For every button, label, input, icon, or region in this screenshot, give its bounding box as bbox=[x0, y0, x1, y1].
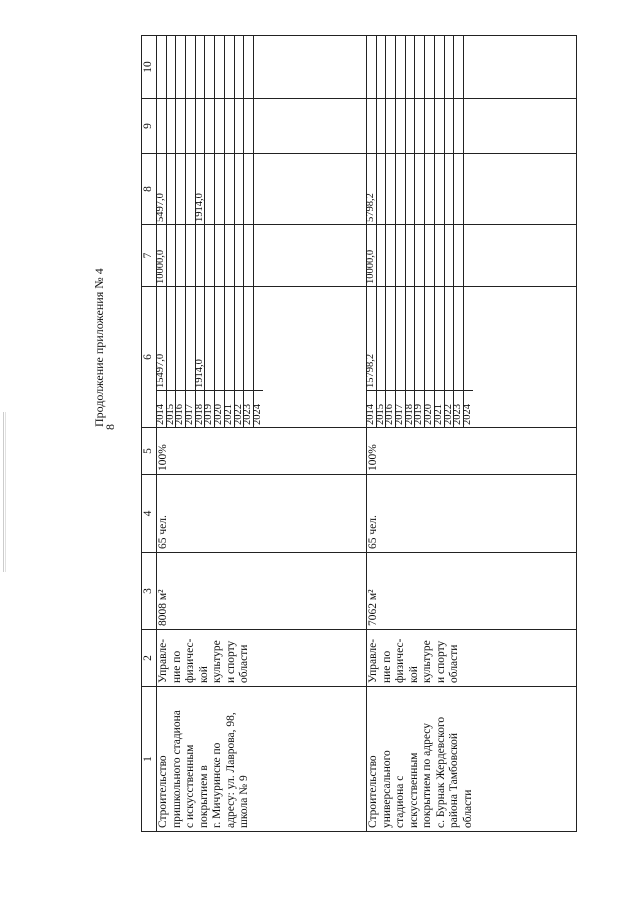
federal-values bbox=[157, 225, 367, 287]
value bbox=[235, 225, 245, 286]
value: 5497,0 bbox=[157, 154, 167, 224]
year: 2020 bbox=[215, 391, 225, 427]
value bbox=[167, 154, 177, 224]
value bbox=[386, 225, 396, 286]
value bbox=[176, 154, 186, 224]
regional-values bbox=[157, 154, 367, 225]
value bbox=[415, 154, 425, 224]
year: 2016 bbox=[176, 391, 186, 427]
capacity: 7062 м² bbox=[367, 553, 577, 630]
year: 2014 bbox=[367, 391, 377, 427]
value bbox=[415, 287, 425, 390]
column-number: 7 bbox=[142, 225, 157, 287]
value bbox=[464, 154, 473, 224]
value bbox=[425, 287, 435, 390]
column-number: 6 bbox=[142, 287, 157, 428]
year: 2017 bbox=[396, 391, 406, 427]
responsible-body: Управле- ние по физичес- кой культуре и спорту области bbox=[157, 630, 367, 687]
table-row bbox=[367, 36, 577, 832]
value bbox=[464, 287, 473, 390]
year: 2020 bbox=[425, 391, 435, 427]
value bbox=[225, 287, 235, 390]
value bbox=[396, 154, 406, 224]
value bbox=[406, 225, 416, 286]
year: 2017 bbox=[186, 391, 196, 427]
value bbox=[254, 154, 263, 224]
readiness: 100% bbox=[157, 428, 367, 475]
value bbox=[244, 154, 254, 224]
year: 2024 bbox=[251, 404, 263, 425]
value bbox=[406, 287, 416, 390]
value bbox=[415, 225, 425, 286]
value bbox=[244, 225, 254, 286]
year-cell bbox=[367, 287, 577, 428]
value bbox=[435, 287, 445, 390]
value: 10000,0 bbox=[367, 225, 377, 286]
regional-values bbox=[367, 154, 577, 225]
years-list bbox=[367, 390, 473, 427]
years-list bbox=[157, 390, 263, 427]
value: 5798,2 bbox=[367, 154, 377, 224]
value bbox=[254, 225, 263, 286]
column-number: 2 bbox=[142, 630, 157, 687]
local-values bbox=[157, 99, 367, 154]
year: 2015 bbox=[167, 391, 177, 427]
value bbox=[244, 287, 254, 390]
year: 2019 bbox=[205, 391, 215, 427]
year: 2018 bbox=[196, 391, 206, 427]
project-name: Строительство пришкольного стадиона с искусственным покрытием в г. Мичуринске по адресу: ул. Лаврова, 98, школа № 9 bbox=[157, 687, 367, 832]
other-values bbox=[367, 36, 577, 99]
value bbox=[225, 154, 235, 224]
value bbox=[235, 287, 245, 390]
value bbox=[445, 154, 455, 224]
value bbox=[435, 154, 445, 224]
value bbox=[396, 225, 406, 286]
value bbox=[176, 287, 186, 390]
year: 2022 bbox=[445, 391, 455, 427]
value bbox=[454, 225, 464, 286]
year: 2024 bbox=[461, 404, 473, 425]
other-values bbox=[157, 36, 367, 99]
value bbox=[386, 287, 396, 390]
value bbox=[464, 225, 473, 286]
value bbox=[377, 225, 387, 286]
value bbox=[435, 225, 445, 286]
value: 1914,0 bbox=[196, 287, 206, 390]
column-number: 10 bbox=[142, 36, 157, 99]
year: 2023 bbox=[244, 391, 254, 427]
total-values bbox=[157, 287, 263, 390]
appendix-continuation-title: Продолжение приложения № 4 bbox=[92, 268, 106, 427]
local-values bbox=[367, 99, 577, 154]
value bbox=[215, 154, 225, 224]
column-number: 3 bbox=[142, 553, 157, 630]
readiness: 100% bbox=[367, 428, 577, 475]
year: 2021 bbox=[225, 391, 235, 427]
value bbox=[254, 287, 263, 390]
column-number: 8 bbox=[142, 154, 157, 225]
column-number: 9 bbox=[142, 99, 157, 154]
responsible-body: Управле- ние по физичес- кой культуре и спорту области bbox=[367, 630, 577, 687]
value bbox=[377, 287, 387, 390]
value bbox=[406, 154, 416, 224]
value bbox=[205, 154, 215, 224]
value bbox=[167, 225, 177, 286]
value bbox=[425, 154, 435, 224]
value bbox=[377, 154, 387, 224]
project-name: Строительство универсального стадиона с искусственным покрытием по адресу с. Бурнак Жердевского района Тамбовской области bbox=[367, 687, 577, 832]
column-number: 5 bbox=[142, 428, 157, 475]
value: 10000,0 bbox=[157, 225, 167, 286]
value bbox=[386, 154, 396, 224]
page-number: 8 bbox=[103, 424, 117, 430]
value bbox=[215, 225, 225, 286]
value bbox=[396, 287, 406, 390]
value: 15497,0 bbox=[157, 287, 167, 390]
value bbox=[196, 225, 206, 286]
scan-edge-mark bbox=[5, 412, 6, 572]
column-number: 4 bbox=[142, 475, 157, 553]
value bbox=[225, 225, 235, 286]
value bbox=[205, 287, 215, 390]
year: 2021 bbox=[435, 391, 445, 427]
year-cell bbox=[157, 287, 367, 428]
year: 2016 bbox=[386, 391, 396, 427]
value bbox=[167, 287, 177, 390]
year: 2022 bbox=[235, 391, 245, 427]
table-row bbox=[157, 36, 367, 832]
persons: 65 чел. bbox=[367, 475, 577, 553]
value bbox=[205, 225, 215, 286]
year: 2019 bbox=[415, 391, 425, 427]
value bbox=[176, 225, 186, 286]
capacity: 8008 м² bbox=[157, 553, 367, 630]
total-values bbox=[367, 287, 473, 390]
year: 2014 bbox=[157, 391, 167, 427]
scan-edge-mark bbox=[3, 412, 4, 572]
value bbox=[454, 154, 464, 224]
value bbox=[445, 287, 455, 390]
year: 2018 bbox=[406, 391, 416, 427]
year: 2015 bbox=[377, 391, 387, 427]
column-number: 1 bbox=[142, 687, 157, 832]
value bbox=[235, 154, 245, 224]
value bbox=[425, 225, 435, 286]
federal-values bbox=[367, 225, 577, 287]
appendix-table bbox=[141, 36, 575, 832]
value: 15798,2 bbox=[367, 287, 377, 390]
value bbox=[445, 225, 455, 286]
value: 1914,0 bbox=[196, 154, 206, 224]
persons: 65 чел. bbox=[157, 475, 367, 553]
column-number-row bbox=[142, 36, 157, 832]
year: 2023 bbox=[454, 391, 464, 427]
value bbox=[186, 225, 196, 286]
value bbox=[215, 287, 225, 390]
value bbox=[454, 287, 464, 390]
